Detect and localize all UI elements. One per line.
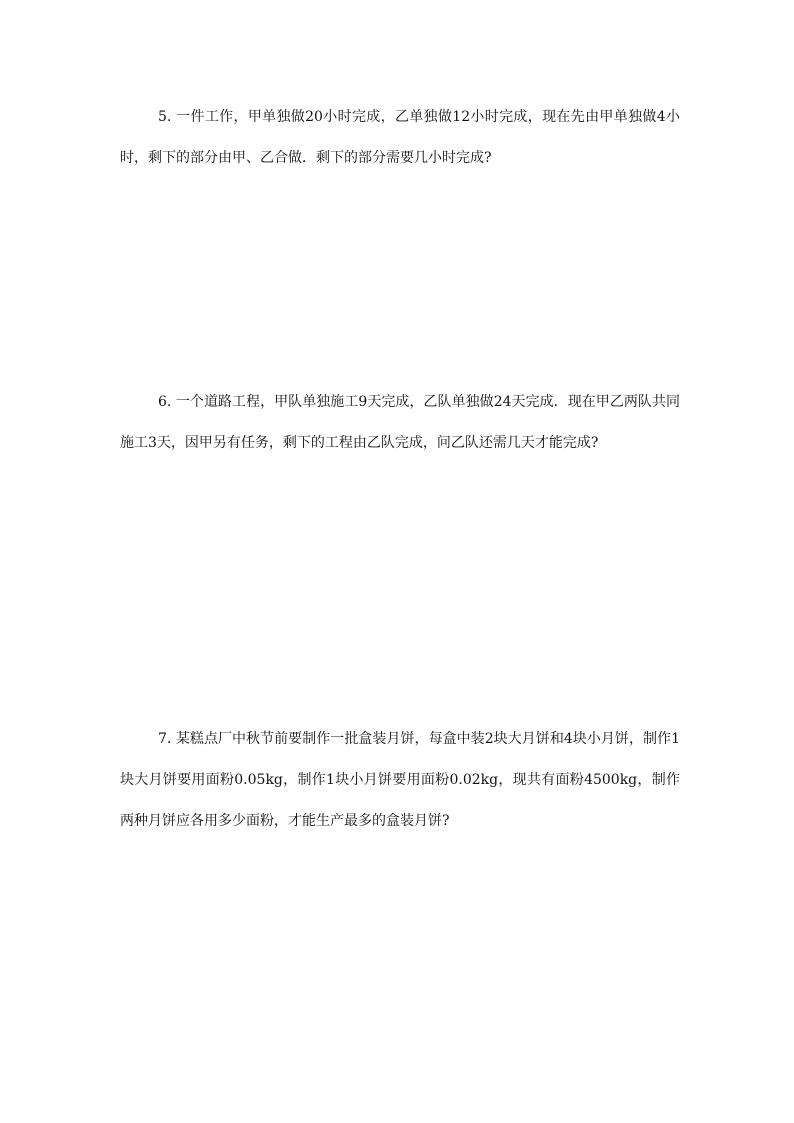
problem-7-paragraph <box>120 719 680 842</box>
problem-7 <box>120 719 680 842</box>
problem-6-paragraph <box>120 382 680 464</box>
problem-6-text: 一个道路工程，甲队单独施工9天完成，乙队单独做24天完成．现在甲乙两队共同施工3天，因甲另有任务，剩下的工程由乙队完成，问乙队还需几天才能完成? <box>120 394 680 451</box>
problem-5 <box>120 97 680 179</box>
problem-5-text: 一件工作，甲单独做20小时完成，乙单独做12小时完成，现在先由甲单独做4小时，剩下的部分由甲、乙合做．剩下的部分需要几小时完成? <box>120 109 680 166</box>
problem-7-text: 某糕点厂中秋节前要制作一批盒装月饼，每盒中装2块大月饼和4块小月饼，制作1块大月饼要用面粉0.05kg，制作1块小月饼要用面粉0.02kg，现共有面粉4500kg，制作两种月饼应各用多少面粉，才能生产最多的盒装月饼? <box>120 731 680 829</box>
problem-6 <box>120 382 680 464</box>
problem-5-number: 5. <box>158 109 172 125</box>
problem-7-number: 7. <box>158 731 172 747</box>
problem-5-paragraph <box>120 97 680 179</box>
problem-6-number: 6. <box>158 394 172 410</box>
